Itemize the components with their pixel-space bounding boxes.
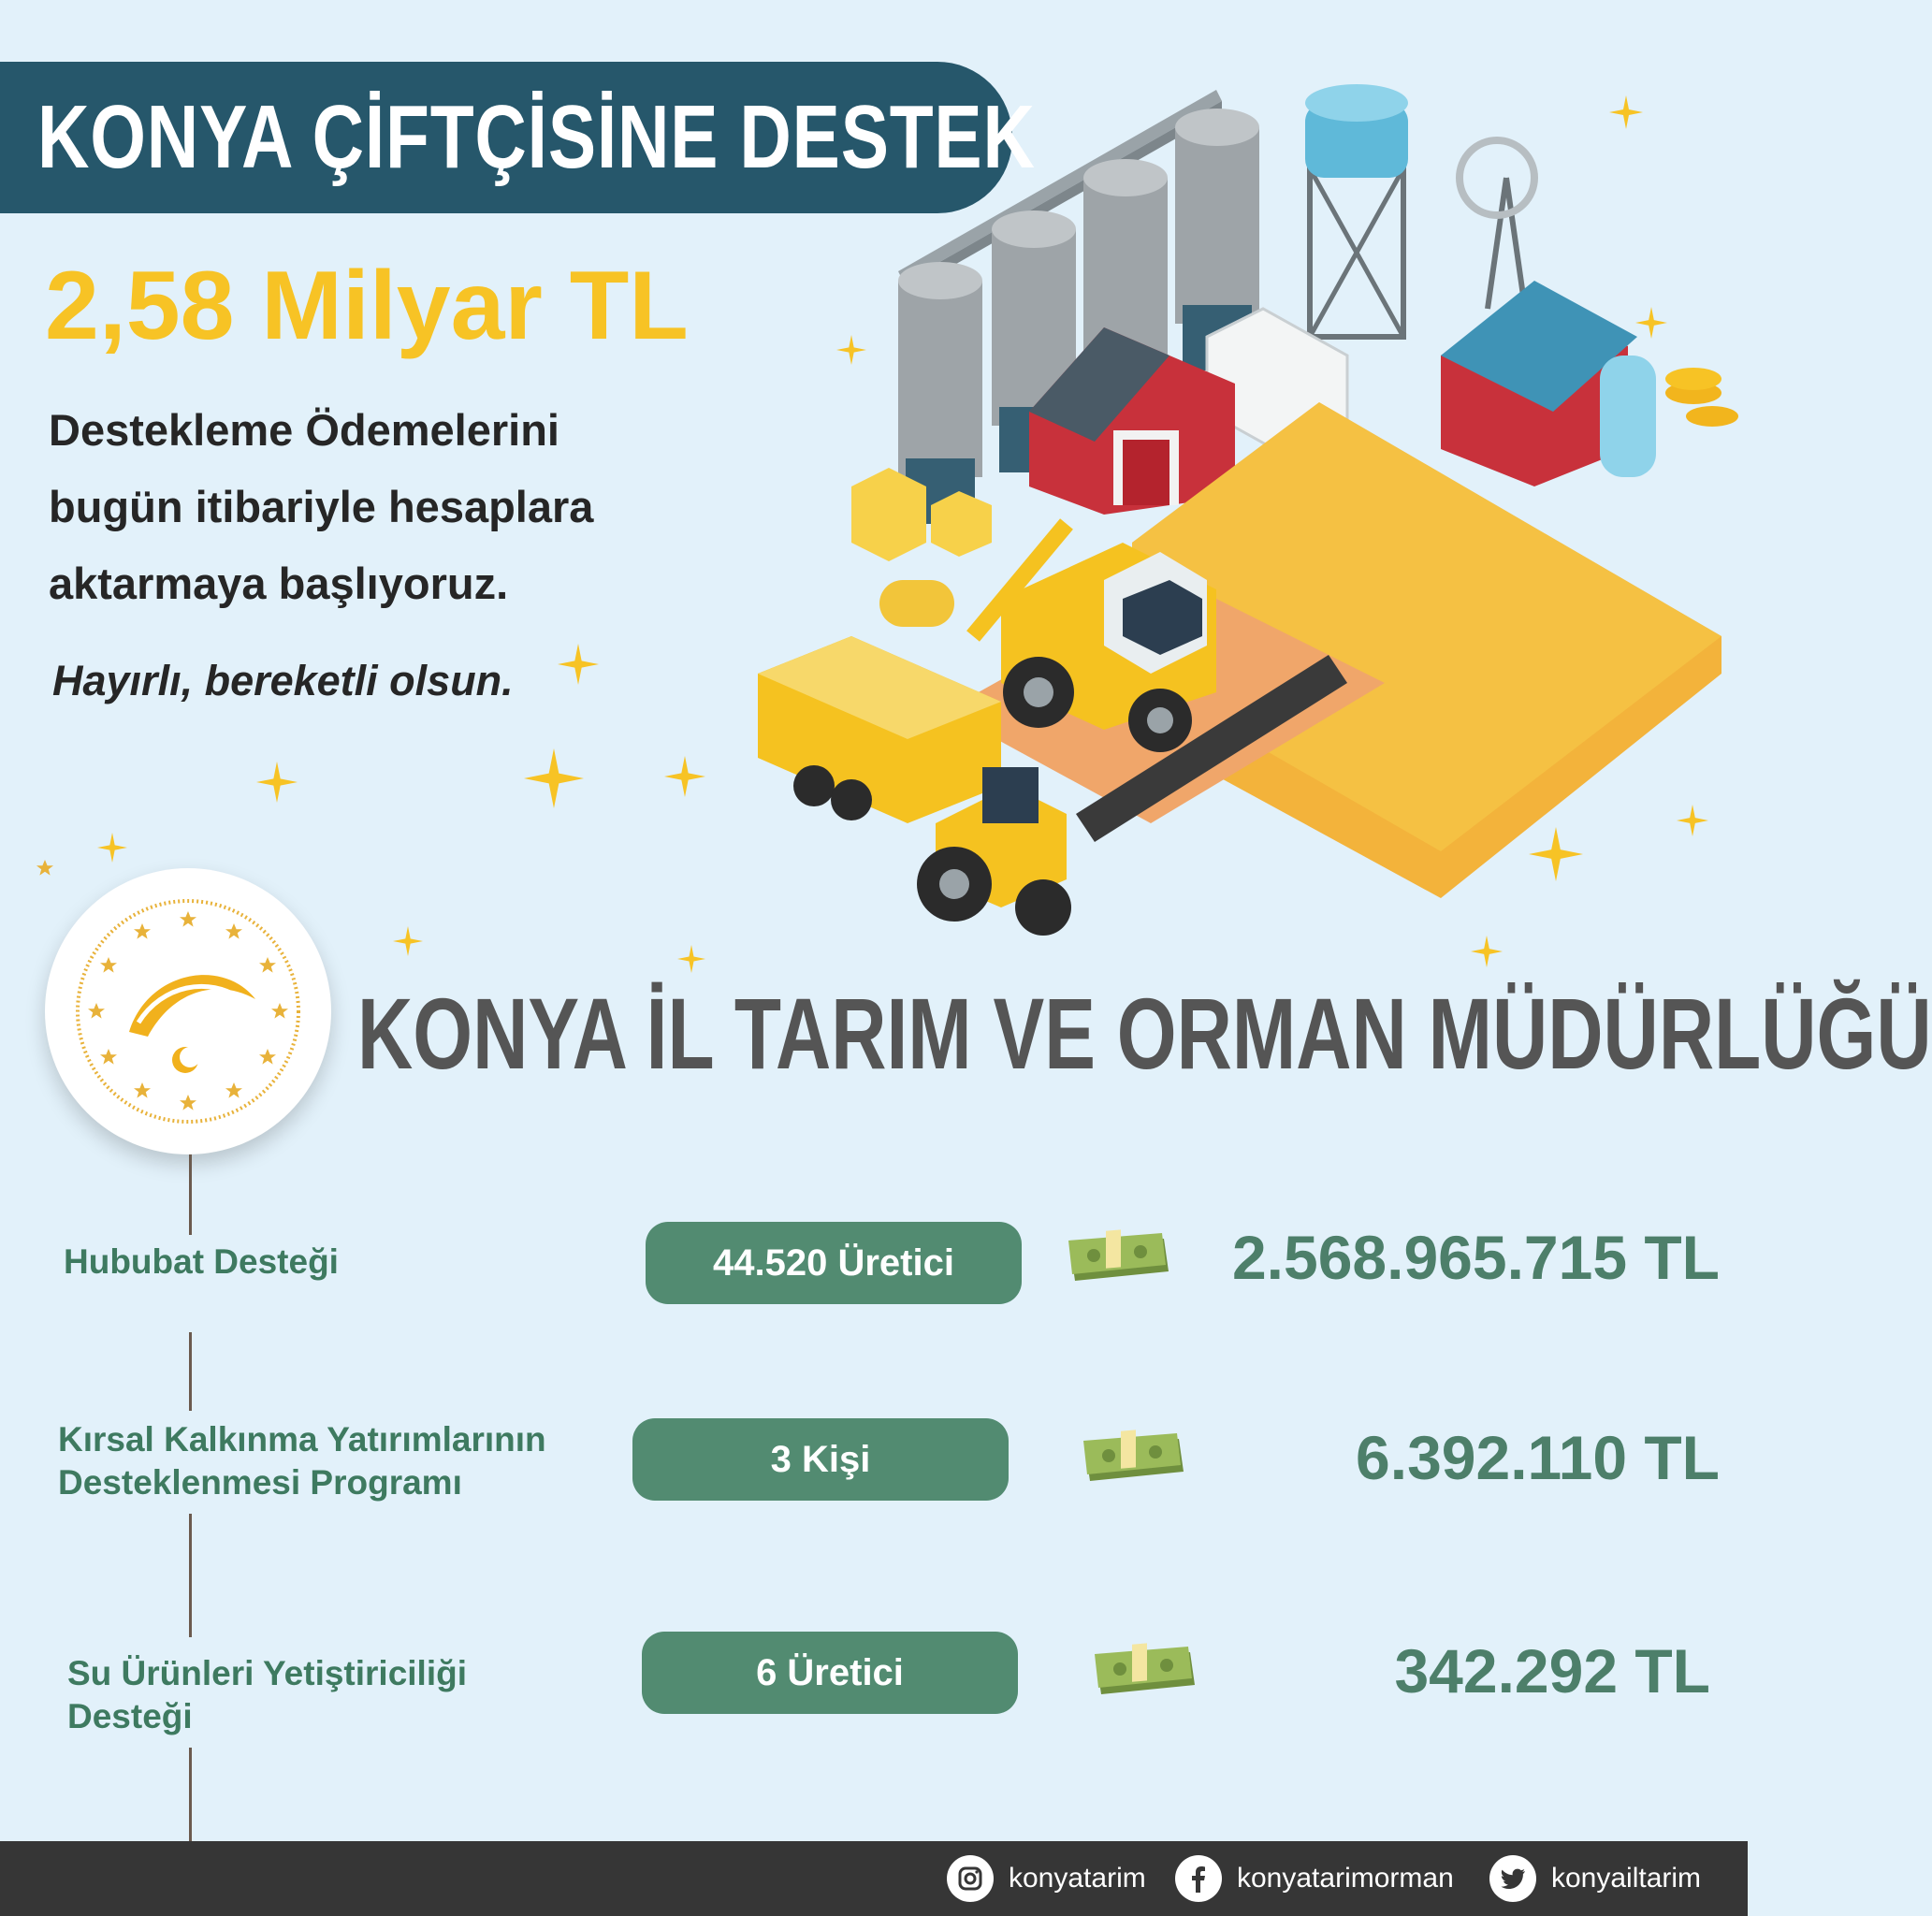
sparkle-icon	[524, 748, 584, 808]
money-icon	[1061, 1229, 1173, 1285]
lead-line-2: bugün itibariyle hesaplara	[49, 482, 594, 531]
timeline-line	[189, 1748, 192, 1841]
social-facebook[interactable]	[1175, 1848, 1454, 1909]
twitter-handle: konyailtarim	[1551, 1863, 1702, 1894]
facebook-icon	[1175, 1855, 1222, 1902]
blue-barn-icon	[1441, 281, 1656, 486]
sparkle-icon	[836, 335, 866, 365]
facebook-handle: konyatarimorman	[1237, 1863, 1454, 1894]
lead-line-3: aktarmaya başlıyoruz.	[49, 559, 509, 608]
money-icon	[1076, 1430, 1188, 1486]
support-label-su-urunleri-line-1: Su Ürünleri Yetiştiriciliği	[67, 1654, 467, 1692]
water-tower-icon	[1305, 84, 1408, 337]
sparkle-icon	[97, 833, 127, 863]
support-label-hububat: Hububat Desteği	[64, 1242, 339, 1281]
instagram-handle: konyatarim	[1009, 1863, 1146, 1894]
page-title: KONYA ÇİFTÇİSİNE DESTEK	[37, 87, 1036, 187]
support-label-kirsal-line-1: Kırsal Kalkınma Yatırımlarının	[58, 1420, 546, 1459]
sparkle-icon	[677, 945, 705, 973]
social-instagram[interactable]	[947, 1848, 1146, 1909]
farm-illustration	[730, 75, 1740, 954]
amount-hububat: 2.568.965.715 TL	[1231, 1223, 1720, 1292]
money-icon	[1087, 1643, 1199, 1699]
instagram-icon	[947, 1855, 994, 1902]
ministry-seal	[45, 868, 331, 1154]
amount-su-urunleri: 342.292 TL	[1394, 1636, 1710, 1706]
ministry-seal-icon	[45, 868, 331, 1154]
timeline-line	[189, 1154, 192, 1235]
sparkle-icon	[256, 762, 298, 803]
lead-line-1: Destekleme Ödemelerini	[49, 405, 559, 455]
wish-text: Hayırlı, bereketli olsun.	[52, 657, 514, 704]
sparkle-icon	[1635, 307, 1667, 339]
sparkle-icon	[1471, 936, 1503, 967]
sparkle-icon	[1609, 95, 1643, 129]
windmill-icon	[1460, 140, 1534, 309]
twitter-icon	[1489, 1855, 1536, 1902]
recipients-badge-kirsal: 3 Kişi	[632, 1418, 1009, 1501]
timeline-line	[189, 1332, 192, 1411]
grain-trailer-icon	[758, 636, 1001, 823]
sparkle-icon	[1677, 805, 1708, 836]
footer-bar	[0, 1841, 1748, 1916]
sparkle-icon	[664, 756, 705, 797]
total-amount: 2,58 Milyar TL	[45, 252, 689, 360]
amount-kirsal: 6.392.110 TL	[1356, 1423, 1720, 1492]
social-twitter[interactable]	[1489, 1848, 1701, 1909]
support-label-kirsal-line-2: Desteklenmesi Programı	[58, 1463, 462, 1502]
sparkle-icon	[1529, 827, 1583, 881]
recipients-badge-su-urunleri: 6 Üretici	[642, 1632, 1018, 1714]
recipients-badge-hububat: 44.520 Üretici	[646, 1222, 1022, 1304]
timeline-line	[189, 1514, 192, 1637]
organization-name: KONYA İL TARIM VE ORMAN MÜDÜRLÜĞÜ	[357, 977, 1932, 1090]
sparkle-icon	[393, 926, 423, 956]
sparkle-icon	[558, 644, 599, 685]
support-label-su-urunleri-line-2: Desteği	[67, 1697, 193, 1735]
coins-icon	[1665, 368, 1738, 427]
